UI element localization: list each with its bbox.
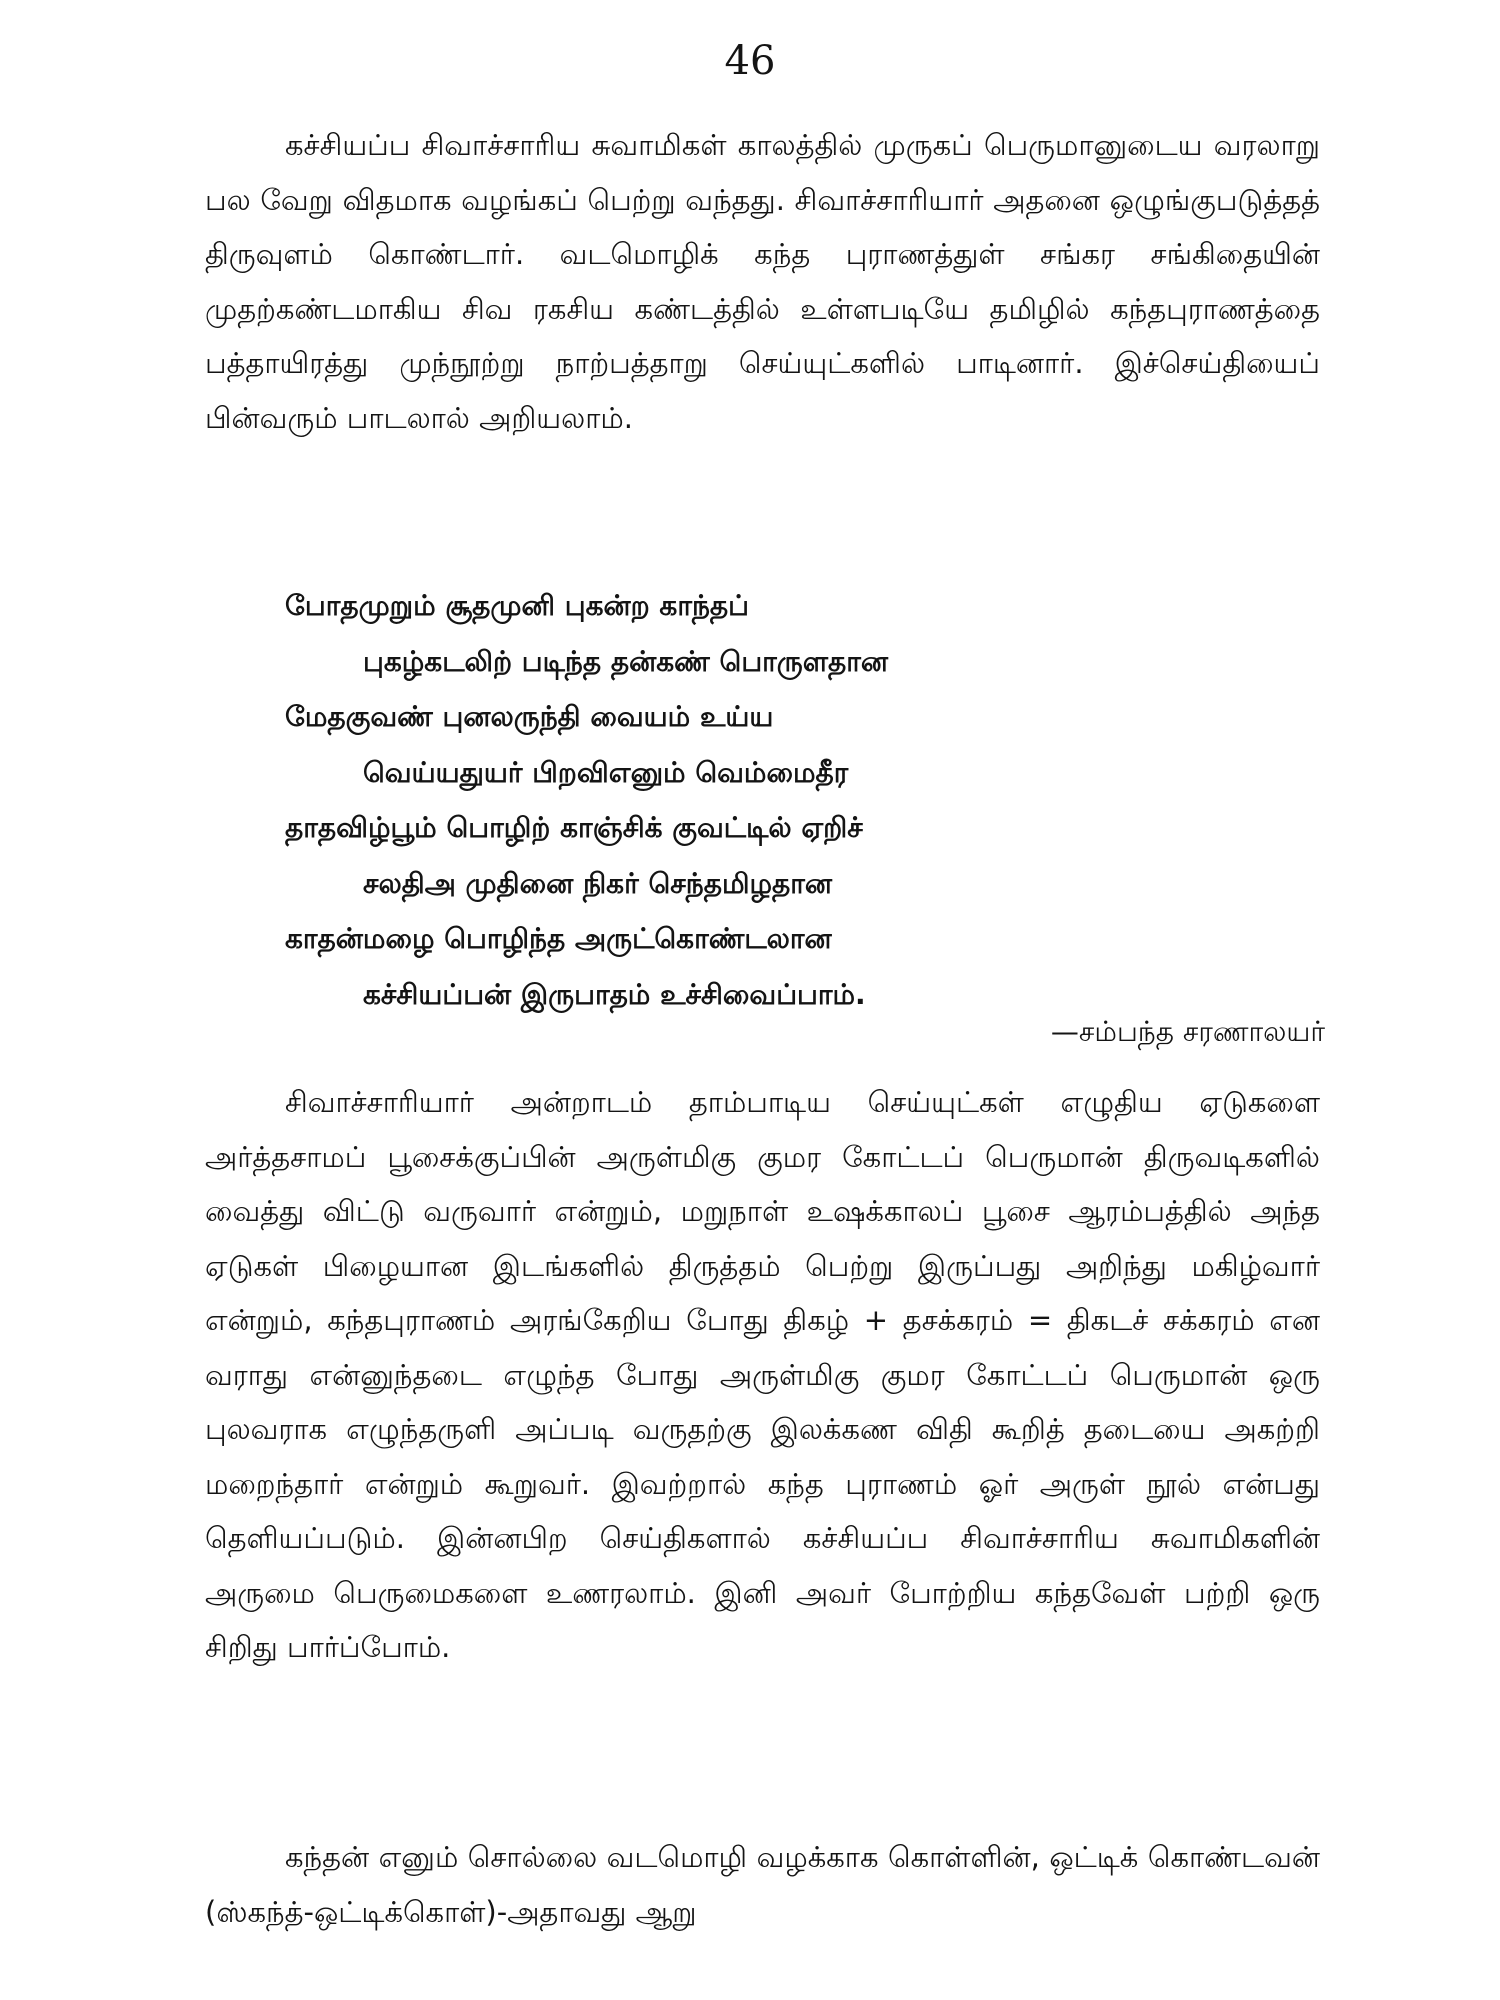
poem-line: போதமுறும் சூதமுனி புகன்ற காந்தப் <box>285 589 750 622</box>
paragraph-intro: கச்சியப்ப சிவாச்சாரிய சுவாமிகள் காலத்தில் முருகப் பெருமானுடைய வரலாறு பல வேறு விதமாக வழங்கப் பெற்று வந்தது. சிவாச்சாரியார் அதனை ஒழுங்குபடுத்தத் திருவுளம் கொண்டார். வடமொழிக் கந்த புராணத்துள் சங்கர சங்கிதையின் முதற்கண்டமாகிய சிவ ரகசிய கண்டத்தில் உள்ளபடியே தமிழில் கந்தபுராணத்தை பத்தாயிரத்து முந்நூற்று நாற்பத்தாறு செய்யுட்களில் பாடினார். இச்செய்தியைப் பின்வரும் பாடலால் அறியலாம். <box>205 128 1320 435</box>
poem-line: மேதகுவண் புனலருந்தி வையம் உய்ய <box>285 700 774 733</box>
poem-line: காதன்மழை பொழிந்த அருட்கொண்டலான <box>285 922 832 955</box>
poem-attribution: —சம்பந்த சரணாலயர் <box>1050 1015 1325 1048</box>
poem-verse <box>285 578 1185 1022</box>
poem-line: கச்சியப்பன் இருபாதம் உச்சிவைப்பாம். <box>363 977 866 1011</box>
page-number: 46 <box>724 38 776 84</box>
poem-line: வெய்யதுயர் பிறவிஎனும் வெம்மைதீர <box>363 755 849 789</box>
poem-line: தாதவிழ்பூம் பொழிற் காஞ்சிக் குவட்டில் ஏறிச் <box>285 811 863 844</box>
paragraph-continuation: கந்தன் எனும் சொல்லை வடமொழி வழக்காக கொள்ளின், ஒட்டிக் கொண்டவன் (ஸ்கந்த்-ஒட்டிக்கொள்)-அதாவது ஆறு <box>205 1840 1320 1929</box>
poem-line: புகழ்கடலிற் படிந்த தன்கண் பொருளதான <box>363 644 889 678</box>
paragraph-body: சிவாச்சாரியார் அன்றாடம் தாம்பாடிய செய்யுட்கள் எழுதிய ஏடுகளை அர்த்தசாமப் பூசைக்குப்பின் அருள்மிகு குமர கோட்டப் பெருமான் திருவடிகளில் வைத்து விட்டு வருவார் என்றும், மறுநாள் உஷக்காலப் பூசை ஆரம்பத்தில் அந்த ஏடுகள் பிழையான இடங்களில் திருத்தம் பெற்று இருப்பது அறிந்து மகிழ்வார் என்றும், கந்தபுராணம் அரங்கேறிய போது திகழ் + தசக்கரம் = திகடச் சக்கரம் என வராது என்னுந்தடை எழுந்த போது அருள்மிகு குமர கோட்டப் பெருமான் ஒரு புலவராக எழுந்தருளி அப்படி வருதற்கு இலக்கண விதி கூறித் தடையை அகற்றி மறைந்தார் என்றும் கூறுவர். இவற்றால் கந்த புராணம் ஓர் அருள் நூல் என்பது தெளியப்படும். இன்னபிற செய்திகளால் கச்சியப்ப சிவாச்சாரிய சுவாமிகளின் அருமை பெருமைகளை உணரலாம். இனி அவர் போற்றிய கந்தவேள் பற்றி ஒரு சிறிது பார்ப்போம். <box>205 1085 1320 1664</box>
poem-line: சலதிஅ முதினை நிகர் செந்தமிழதான <box>363 866 833 900</box>
